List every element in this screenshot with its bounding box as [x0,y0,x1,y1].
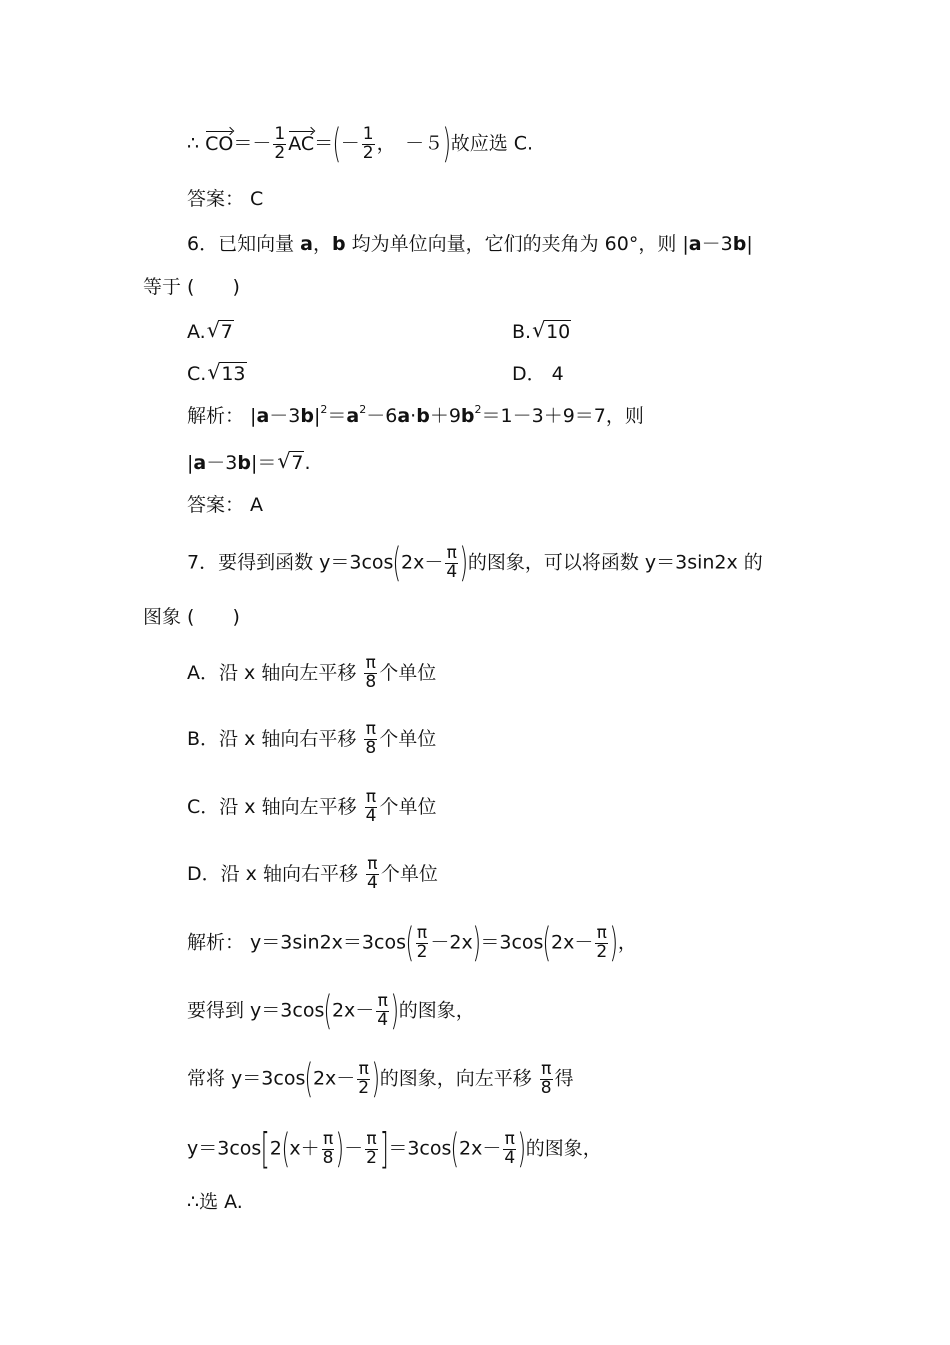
solution-7-line4 [187,1124,602,1173]
mid-text: 的图象，向左平移 [379,1067,538,1090]
inner-expr: 2x－ [401,551,444,574]
fraction [366,856,379,893]
denominator: 2 [366,1147,377,1168]
numerator: π [367,854,378,874]
vector-a: a [193,452,207,474]
question-7-stem [187,540,763,586]
option-6b [512,318,571,343]
denominator: 8 [540,1077,552,1098]
lead: 解析： y＝3sin2x＝3cos [187,931,406,954]
equals: ＝ [327,405,347,427]
left-paren: ( [542,920,552,966]
equals-3cos: ＝3cos [480,931,544,954]
denominator: 4 [504,1147,516,1168]
exponent: 2 [320,403,328,416]
equals-minus: ＝－ [233,132,272,155]
vector-a: a [300,233,313,255]
comma: ， [617,931,637,954]
fraction-pi-8 [540,1058,553,1098]
denominator: 2 [362,142,374,163]
denominator: 2 [416,941,428,962]
question-6-stem [187,235,753,254]
denominator: 4 [365,805,377,826]
abs-bar: | [313,405,321,427]
answer-6: 答案： A [187,494,264,516]
stem-text-2: 的图象，可以将函数 y＝3sin2x 的 [467,551,763,574]
minus-three: －3 [206,452,238,474]
denominator: 2 [596,941,608,962]
left-paren: ( [281,1126,290,1172]
equals: ＝ [314,132,334,155]
denominator: 8 [322,1147,334,1168]
numerator: π [541,1058,552,1079]
option-text: C．沿 x 轴向左平移 [187,795,363,818]
option-text: B．沿 x 轴向右平移 [187,727,363,750]
inner-expr: 2x－ [459,1137,502,1160]
fraction-one-half-2 [362,123,375,163]
x-plus: x＋ [289,1137,320,1160]
fraction-one-half [273,123,286,163]
question-7-line2: 图象 ( ) [143,606,240,628]
lead: 要得到 y＝3cos [187,999,325,1022]
vector-co: CO [205,132,234,155]
right-paren: ) [371,1056,381,1102]
right-paren: ) [472,920,481,966]
vector-a: a [397,405,411,427]
result: ＝1－3＋9＝7，则 [481,405,644,427]
fraction-pi-4 [503,1128,516,1168]
solution-6-line2 [187,449,311,474]
therefore-symbol: ∴ [187,132,200,155]
right-paren: ) [609,920,619,966]
lead: y＝3cos [187,1137,262,1160]
numerator: π [504,1128,515,1149]
option-text: D．沿 x 轴向右平移 [187,862,364,885]
left-paren: ( [304,1056,314,1102]
left-bracket: [ [261,1124,271,1173]
vector-a: a [346,405,360,427]
fraction-pi-4 [445,542,458,582]
radicand: 7 [220,321,233,343]
denominator: 2 [358,1077,370,1098]
minus-three: －3 [701,233,733,255]
option-label: B. [512,321,532,343]
question-6-line2: 等于 ( ) [143,276,240,298]
left-paren: ( [323,988,333,1034]
minus-2x: －2x [430,931,473,954]
fraction-pi-2 [365,1128,378,1168]
denominator: 4 [446,561,458,582]
tail: 得 [554,1067,574,1090]
stem-text: 7．要得到函数 y＝3cos [187,551,394,574]
solution-7-line2 [187,988,475,1034]
period: . [304,452,311,474]
answer-5: 答案： C [187,188,264,210]
solution-7-final: ∴选 A. [187,1191,243,1213]
vector-b: b [237,452,251,474]
option-unit: 个单位 [379,661,437,684]
numerator: 1 [274,123,286,144]
solution-6-line1 [187,403,644,427]
tail: 的图象， [525,1137,602,1160]
comma: ， [312,233,332,255]
vector-a: a [256,405,270,427]
abs-bar: | [187,452,194,474]
vector-b: b [416,405,430,427]
denominator: 8 [365,671,377,692]
vector-b: b [300,405,314,427]
vector-ac: AC [288,132,315,155]
sqrt: √ 7 [277,449,304,474]
minus: － [340,132,360,155]
radicand: 7 [291,452,304,474]
solution-7-line3 [187,1056,574,1102]
left-paren: ( [332,121,342,167]
vector-b: b [732,233,747,255]
option-unit: 个单位 [379,727,437,750]
option-7d [187,856,438,893]
vector-b: b [331,233,346,255]
choose-text: 故应选 C. [450,132,534,155]
stem-text-2: 均为单位向量，它们的夹角为 60°，则 | [345,233,689,255]
numerator: π [446,542,457,563]
numerator: π [358,1058,369,1079]
numerator: π [377,990,388,1011]
inner-expr: 2x－ [312,1067,356,1090]
minus: － [344,1137,364,1160]
plus-nine: ＋9 [429,405,461,427]
denominator: 4 [377,1009,389,1030]
option-7b [187,721,436,758]
radicand: 13 [221,363,246,385]
fraction-pi-8 [322,1128,335,1168]
right-paren: ) [517,1126,527,1172]
sqrt: √ 13 [207,360,246,385]
numerator: π [365,787,377,807]
denominator: 4 [367,872,378,893]
denominator: 8 [365,737,377,758]
right-paren: ) [335,1126,345,1172]
exponent: 2 [474,403,482,416]
fraction-pi-2 [416,922,429,962]
abs-equals: |＝ [250,452,277,474]
option-unit: 个单位 [379,795,437,818]
sqrt: √ 10 [532,318,571,343]
option-unit: 个单位 [380,862,438,885]
lead: 常将 y＝3cos [187,1067,306,1090]
numerator: π [366,1128,377,1149]
left-paren: ( [392,540,402,586]
numerator: 1 [362,123,374,144]
solution-7-line1 [187,920,637,966]
tail: 的图象， [398,999,475,1022]
radicand: 10 [546,321,571,343]
option-6c [187,360,247,385]
equals-3cos: ＝3cos [388,1137,452,1160]
option-7a [187,655,436,692]
minus-three: －3 [269,405,301,427]
option-label: A. [187,321,206,343]
lead: 解析： | [187,405,257,427]
abs-bar: | [746,233,753,255]
coefficient: 2 [269,1137,282,1160]
exponent: 2 [359,403,367,416]
option-text: A．沿 x 轴向左平移 [187,661,363,684]
left-paren: ( [450,1126,460,1172]
stem-text: 6．已知向量 [187,233,301,255]
numerator: π [416,922,428,943]
vector-a: a [688,233,702,255]
option-6a [187,318,234,343]
right-paren: ) [390,988,400,1034]
right-paren: ) [442,121,452,167]
left-paren: ( [405,920,415,966]
option-7c [187,789,436,826]
numerator: π [596,922,607,943]
numerator: π [365,719,376,739]
inner-expr: 2x－ [331,999,375,1022]
option-label: C. [187,363,207,385]
sqrt: √ 7 [206,318,233,343]
right-bracket: ] [379,1124,389,1173]
option-6d: D． 4 [512,363,564,385]
fraction-pi-2 [595,922,608,962]
minus-six: －6 [366,405,398,427]
numerator: π [365,653,376,673]
fraction [364,655,377,692]
fraction [365,789,378,826]
vector-b: b [460,405,475,427]
inner-expr: 2x－ [551,931,594,954]
dot: · [410,405,417,427]
denominator: 2 [274,142,286,163]
numerator: π [322,1128,334,1149]
solution-5-conclusion [187,121,534,167]
right-paren: ) [459,540,469,586]
fraction-pi-4 [376,990,389,1030]
fraction-pi-2 [357,1058,370,1098]
coordinate-y: ， －５ [376,132,444,155]
fraction [364,721,377,758]
